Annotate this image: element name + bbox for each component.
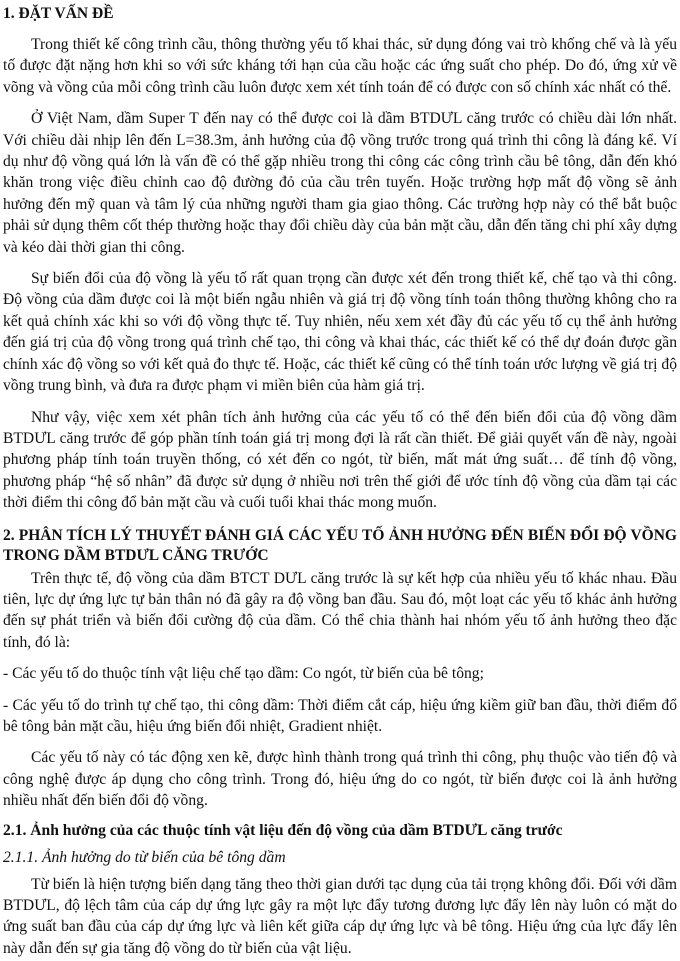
factor-list-item: - Các yếu tố do trình tự chế tạo, thi công dầm: Thời điểm cắt cáp, hiệu ứng kiềm giữ ban đầu, thời điểm đổ bê tông bản mặt cầu, hiệu ứng biến đổi nhiệt, Gradient nhiệt. <box>3 696 677 735</box>
section-2-closing: Các yếu tố này có tác động xen kẽ, được hình thành trong quá trình thi công, phụ thuộc vào tiến độ và công nghệ được áp dụng cho công trình. Trong đó, hiệu ứng do co ngót, từ biến được coi là ảnh hưởng nhiều nhất đến biến đổi độ vồng. <box>3 749 677 810</box>
section-2-heading: 2. PHÂN TÍCH LÝ THUYẾT ĐÁNH GIÁ CÁC YẾU TỐ ẢNH HƯỞNG ĐẾN BIẾN ĐỔI ĐỘ VỒNG TRONG DẦM BTDƯL CĂNG TRƯỚC <box>3 526 677 564</box>
section-1-paragraph-4: Như vậy, việc xem xét phân tích ảnh hưởng của các yếu tố có thể đến biến đổi của độ vồng dầm BTDƯL căng trước để góp phần tính toán giá trị mong đợi là rất cần thiết. Để giải quyết vấn đề này, ngoài phương pháp tính toán truyền thống, có xét đến co ngót, từ biến, mất mát ứng suất… để tính độ vồng, phương pháp “hệ số nhân” đã được sử dụng ở nhiều nơi trên thế giới để ước tính độ vồng của dầm tại các thời điểm thi công đổ bản mặt cầu và cuối tuổi khai thác mong muốn. <box>3 408 677 512</box>
section-2-intro: Trên thực tế, độ vồng của dầm BTCT DƯL căng trước là sự kết hợp của nhiều yếu tố khác nhau. Đầu tiên, lực dự ứng lực tự bản thân nó đã gây ra độ vồng ban đầu. Sau đó, một loạt các yếu tố khác ảnh hưởng đến sự phát triển và biến đổi cường độ của dầm. Có thể chia thành hai nhóm yếu tố ảnh hưởng theo đặc tính, đó là: <box>3 569 677 651</box>
section-1-heading: 1. ĐẶT VẤN ĐỀ <box>3 5 114 22</box>
factor-list-item: - Các yếu tố do thuộc tính vật liệu chế tạo dầm: Co ngót, từ biến của bê tông; <box>3 665 484 683</box>
subsection-2-1-1-paragraph: Từ biến là hiện tượng biến dạng tăng theo thời gian dưới tạc dụng của tải trọng không đổi. Đối với dầm BTDƯL, độ lệch tâm của cáp dự ứng lực gây ra một lực đẩy tương đương lực đẩy lên này luôn có mặt do ứng suất ban đầu của cáp dự ứng lực và liên kết giữa cáp dự ứng lực và bê tông. Hiệu ứng của lực đẩy lên này dẫn đến sự gia tăng độ vồng do từ biến của vật liệu. <box>3 875 677 957</box>
subsection-2-1-heading: 2.1. Ảnh hưởng của các thuộc tính vật liệu đến độ vồng của dầm BTDƯL căng trước <box>3 821 563 839</box>
section-1-paragraph-2: Ở Việt Nam, dầm Super T đến nay có thể được coi là dầm BTDƯL căng trước có chiều dài lớn nhất. Với chiều dài nhịp lên đến L=38.3m, ảnh hưởng của độ vồng trước trong quá trình thi công là đáng kể. Ví dụ như độ vồng quá lớn là vấn đề có thể gặp nhiều trong thi công các công trình cầu bê tông, dẫn đến khó khăn trong việc điều chỉnh cao độ đường đỏ của cầu trên tuyến. Hoặc trường hợp mất độ vồng sẽ ảnh hưởng đến mỹ quan và tâm lý của những người tham gia giao thông. Các trường hợp này có thể bắt buộc phải sử dụng thêm cốt thép thường hoặc thay đổi chiều dày của bản mặt cầu, dẫn đến tăng chi phí xây dựng và kéo dài thời gian thi công. <box>3 110 677 256</box>
section-1-paragraph-3: Sự biến đổi của độ vồng là yếu tố rất quan trọng cần được xét đến trong thiết kế, chế tạo và thi công. Độ vồng của dầm được coi là một biến ngẫu nhiên và giá trị độ vồng tính toán thông thường không cho ra kết quả chính xác khi so với độ vồng thực tế. Tuy nhiên, nếu xem xét đầy đủ các yếu tố cụ thể ảnh hưởng đến giá trị của độ vồng trong quá trình chế tạo, thi công và khai thác, các thiết kế có thể dự đoán được gần chính xác độ vồng so với kết quả đo thực tế. Hoặc, các thiết kế cũng có thể tính toán ước lượng về giá trị độ vồng trung bình, và đưa ra được phạm vi miền biên của hàm giá trị. <box>3 270 677 395</box>
section-1-paragraph-1: Trong thiết kế công trình cầu, thông thường yếu tố khai thác, sử dụng đóng vai trò khống chế và là yếu tố được đặt nặng hơn khi so với sức kháng tới hạn của cầu hoặc các ứng suất cho phép. Do đó, ứng xử về võng và vồng của mỗi công trình cầu luôn được xem xét tính toán để có được con số chính xác nhất có thể. <box>3 36 677 96</box>
subsection-2-1-1-heading: 2.1.1. Ảnh hưởng do từ biến của bê tông dầm <box>3 848 286 866</box>
